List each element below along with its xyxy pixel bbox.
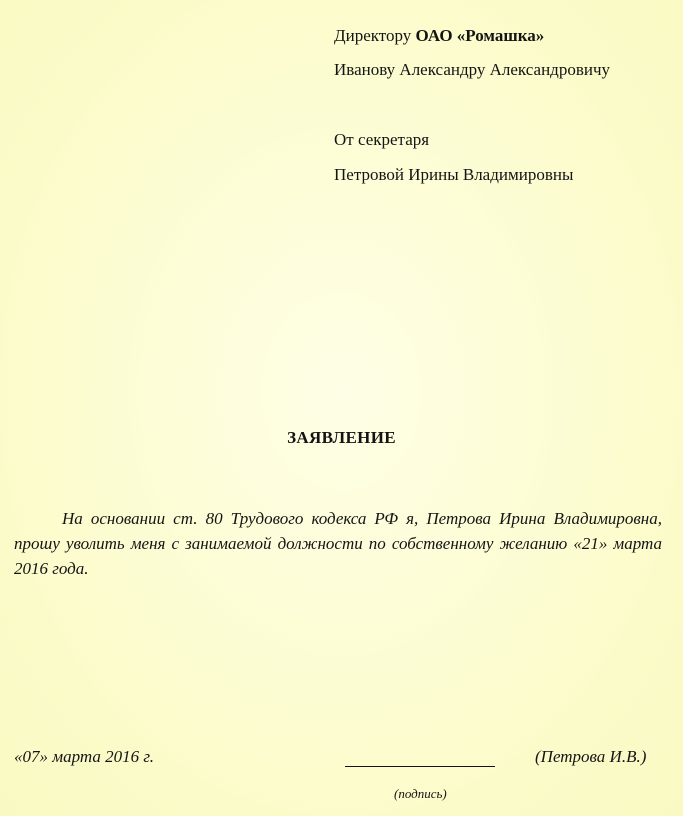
recipient-organization: ОАО «Ромашка» [415, 26, 545, 45]
recipient-line-position [334, 26, 544, 46]
statement-body: На основании ст. 80 Трудового кодекса РФ я, Петрова Ирина Владимировна, прошу уволить меня с занимаемой должности по собственному желанию «21» марта 2016 года. [14, 509, 662, 578]
sender-position: От секретаря [334, 130, 430, 149]
document-title: ЗАЯВЛЕНИЕ [287, 428, 396, 447]
signature-name: (Петрова И.В.) [535, 747, 647, 766]
signature-date: «07» марта 2016 г. [14, 747, 155, 766]
signature-caption: (подпись) [394, 786, 447, 801]
recipient-name: Иванову Александру Александровичу [334, 60, 610, 79]
recipient-position-prefix: Директору [334, 26, 416, 45]
sender-name: Петровой Ирины Владимировны [334, 165, 574, 184]
signature-line [345, 766, 495, 767]
